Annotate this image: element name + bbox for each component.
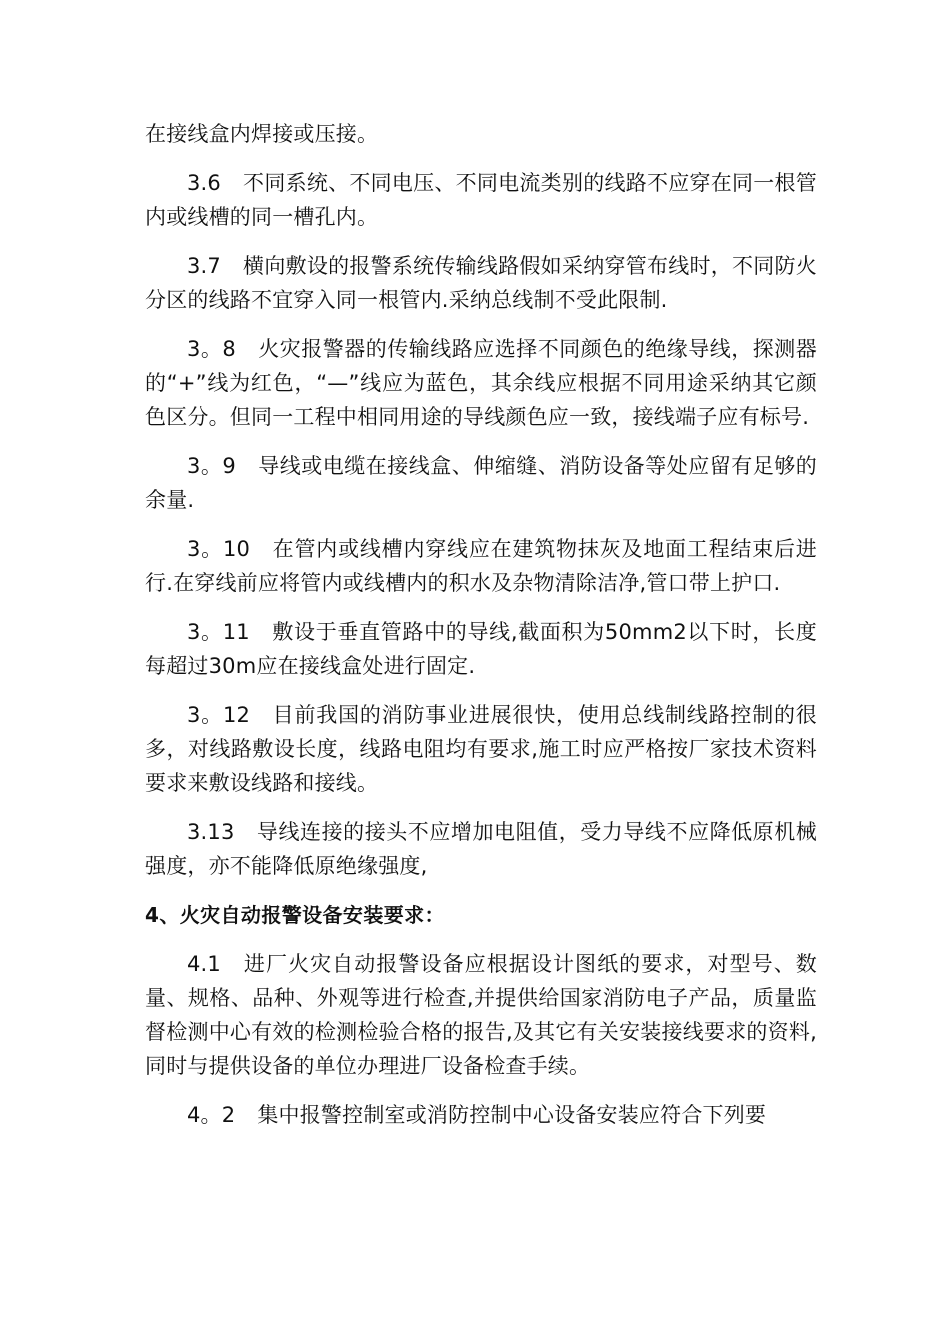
section-number: 3.13 bbox=[187, 820, 235, 844]
section-number: 3。9 bbox=[187, 454, 236, 478]
paragraph-3-10 bbox=[145, 532, 817, 600]
section-number: 3.7 bbox=[187, 254, 221, 278]
paragraph-4-2 bbox=[145, 1098, 817, 1132]
paragraph-3-13 bbox=[145, 815, 817, 883]
paragraph-text: 导线连接的接头不应增加电阻值，受力导线不应降低原机械强度，亦不能降低原绝缘强度, bbox=[145, 820, 817, 878]
paragraph-text: 火灾报警器的传输线路应选择不同颜色的绝缘导线，探测器的“+”线为红色，“—”线应为蓝色，其余线应根据不同用途采纳其它颜色区分。但同一工程中相同用途的导线颜色应一致，接线端子应有标号. bbox=[145, 337, 817, 429]
section-heading: 4、火灾自动报警设备安装要求： bbox=[145, 903, 445, 927]
section-number: 3.6 bbox=[187, 171, 221, 195]
document-body bbox=[145, 117, 817, 1147]
paragraph-3-9 bbox=[145, 449, 817, 517]
paragraph-text: 不同系统、不同电压、不同电流类别的线路不应穿在同一根管内或线槽的同一槽孔内。 bbox=[145, 171, 817, 229]
section-number: 3。8 bbox=[187, 337, 236, 361]
section-number: 3。10 bbox=[187, 537, 251, 561]
paragraph-text: 导线或电缆在接线盒、伸缩缝、消防设备等处应留有足够的余量. bbox=[145, 454, 817, 512]
paragraph-4-1 bbox=[145, 947, 817, 1083]
paragraph-text: 目前我国的消防事业进展很快，使用总线制线路控制的很多，对线路敷设长度，线路电阻均有要求,施工时应严格按厂家技术资料要求来敷设线路和接线。 bbox=[145, 703, 817, 795]
paragraph-text: 进厂火灾自动报警设备应根据设计图纸的要求，对型号、数量、规格、品种、外观等进行检查,并提供给国家消防电子产品，质量监督检测中心有效的检测检验合格的报告,及其它有关安装接线要求的资料,同时与提供设备的单位办理进厂设备检查手续。 bbox=[145, 952, 817, 1078]
paragraph-text: 集中报警控制室或消防控制中心设备安装应符合下列要 bbox=[257, 1103, 767, 1127]
paragraph-3-6 bbox=[145, 166, 817, 234]
section-number: 4.1 bbox=[187, 952, 221, 976]
paragraph-text: 敷设于垂直管路中的导线,截面积为50mm2以下时，长度每超过30m应在接线盒处进行固定. bbox=[145, 620, 817, 678]
paragraph-3-7 bbox=[145, 249, 817, 317]
paragraph-text: 横向敷设的报警系统传输线路假如采纳穿管布线时，不同防火分区的线路不宜穿入同一根管内.采纳总线制不受此限制. bbox=[145, 254, 817, 312]
paragraph-text: 在管内或线槽内穿线应在建筑物抹灰及地面工程结束后进行.在穿线前应将管内或线槽内的积水及杂物清除洁净,管口带上护口. bbox=[145, 537, 817, 595]
paragraph-3-12 bbox=[145, 698, 817, 800]
paragraph-text: 在接线盒内焊接或压接。 bbox=[145, 122, 379, 146]
section-number: 4。2 bbox=[187, 1103, 236, 1127]
paragraph-3-11 bbox=[145, 615, 817, 683]
section-number: 3。11 bbox=[187, 620, 250, 644]
paragraph-3-8 bbox=[145, 332, 817, 434]
section-number: 3。12 bbox=[187, 703, 251, 727]
paragraph-continuation bbox=[145, 117, 817, 151]
